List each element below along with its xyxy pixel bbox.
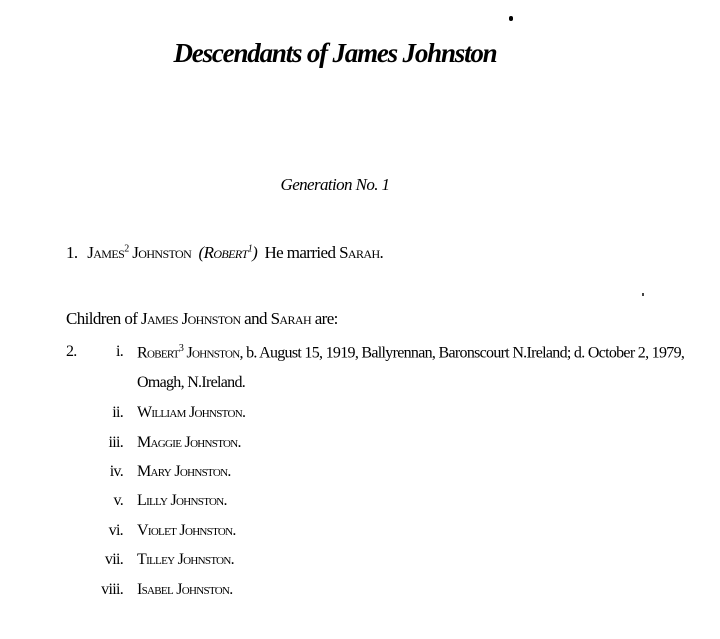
child-roman: vi.: [108, 522, 123, 539]
child-details-continued: Omagh, N.Ireland.: [137, 374, 246, 391]
scan-speck: [642, 293, 644, 296]
child-roman: iv.: [109, 463, 123, 480]
children-header: [66, 309, 338, 329]
child-name: Violet Johnston.: [137, 522, 236, 539]
child-name: Isabel Johnston.: [137, 581, 233, 598]
person-surname: Johnston: [132, 243, 192, 262]
children-prefix: Children of: [66, 309, 138, 328]
child-roman: viii.: [101, 581, 123, 598]
paren-open: (: [198, 243, 204, 262]
entry-number: 1.: [66, 243, 78, 262]
paren-close: ): [252, 243, 258, 262]
child-name: Lilly Johnston.: [137, 492, 227, 509]
parent-superscript: 1: [247, 243, 253, 255]
spouse-name: Sarah.: [339, 243, 384, 262]
children-suffix: are:: [314, 309, 338, 328]
children-father: James Johnston: [140, 309, 241, 328]
child-name: William Johnston.: [137, 404, 246, 421]
child-roman: ii.: [112, 404, 123, 421]
children-and: and: [244, 309, 267, 328]
child-name: Maggie Johnston.: [137, 434, 241, 451]
children-mother: Sarah: [270, 309, 312, 328]
child-surname: Johnston: [186, 344, 240, 362]
child-details: , b. August 15, 1919, Ballyrennan, Baronscourt N.Ireland; d. October 2, 1979,: [239, 344, 685, 362]
married-text: He married: [264, 243, 336, 262]
child-roman: i.: [115, 343, 123, 360]
child-superscript: 3: [178, 343, 184, 354]
generation-heading: Generation No. 1: [280, 175, 390, 194]
child-roman: vii.: [104, 551, 123, 568]
child-text: [137, 343, 684, 362]
child-number: 2.: [66, 343, 77, 360]
parent-reference: [199, 243, 258, 262]
generation-superscript: 2: [124, 243, 129, 255]
parent-name: Robert: [203, 243, 248, 262]
scan-speck: [509, 16, 513, 21]
page-title: Descendants of James Johnston: [173, 38, 497, 68]
person-entry: [66, 243, 383, 263]
person-first-name: James: [87, 243, 125, 262]
child-name: Robert: [137, 344, 179, 362]
child-roman: iii.: [108, 434, 123, 451]
child-name: Mary Johnston.: [137, 463, 231, 480]
child-roman: v.: [113, 492, 123, 509]
child-name: Tilley Johnston.: [137, 551, 234, 568]
